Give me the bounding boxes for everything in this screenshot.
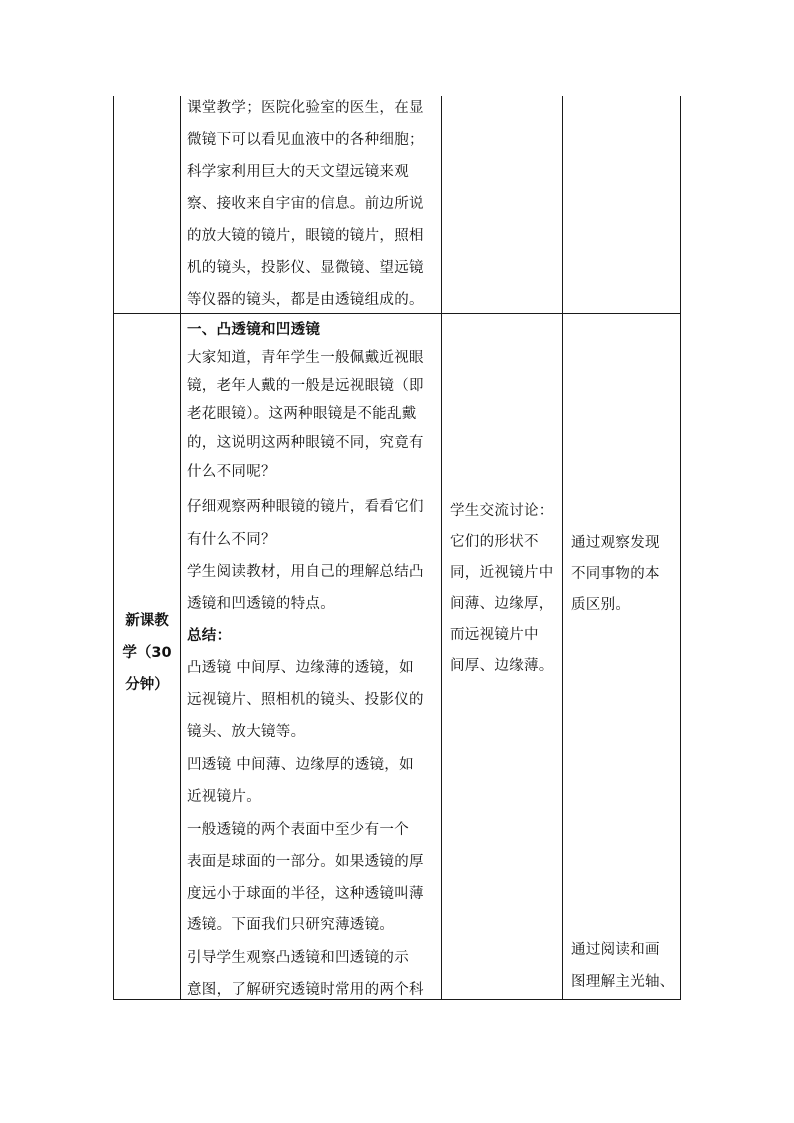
text-line: 学生交流讨论： [450, 503, 554, 519]
text-line: 图理解主光轴、 [571, 974, 675, 990]
text-line: 引导学生观察凸透镜和凹透镜的示 [187, 950, 409, 966]
text-line: 大家知道，青年学生一般佩戴近视眼 [187, 350, 424, 366]
text-line: 学生阅读教材，用自己的理解总结凸 [187, 564, 424, 580]
text-line: 意图，了解研究透镜时常用的两个科 [187, 982, 424, 998]
stage-label-line: 学（30 [122, 645, 172, 661]
text-line: 课堂教学；医院化验室的医生，在显 [187, 100, 424, 116]
text-line: 不同事物的本 [571, 566, 660, 582]
text-line: 一般透镜的两个表面中至少有一个 [187, 822, 409, 838]
table-border-col2 [441, 96, 442, 1000]
design-intent-cell-1 [571, 528, 660, 621]
text-line: 透镜。下面我们只研究薄透镜。 [187, 917, 395, 933]
text-line: 的放大镜的镜片，眼镜的镜片，照相 [187, 228, 424, 244]
stage-label-cell [114, 605, 180, 701]
text-line: 仔细观察两种眼镜的镜片，看看它们 [187, 499, 424, 515]
text-line: 近视镜片。 [187, 789, 261, 805]
text-line: 间薄、边缘厚， [450, 596, 554, 612]
text-line: 老花眼镜）。这两种眼镜是不能乱戴 [187, 406, 417, 422]
stage-label-line: 新课教 [125, 613, 169, 629]
text-line: 它们的形状不 [450, 534, 539, 550]
text-line: 镜头、放大镜等。 [187, 724, 306, 740]
text-line: 微镜下可以看见血液中的各种细胞； [187, 132, 424, 148]
text-line: 度远小于球面的半径，这种透镜叫薄 [187, 886, 424, 902]
text-line: 通过阅读和画 [571, 942, 660, 958]
summary-title: 总结： [187, 628, 232, 644]
text-line: 察、接收来自宇宙的信息。前边所说 [187, 196, 424, 212]
text-line: 透镜和凹透镜的特点。 [187, 596, 335, 612]
text-line: 机的镜头，投影仪、显微镜、望远镜 [187, 260, 424, 276]
row1-content-cell [187, 92, 424, 316]
text-line: 有什么不同？ [187, 532, 276, 548]
text-line: 等仪器的镜头，都是由透镜组成的。 [187, 292, 424, 308]
text-line: 表面是球面的一部分。如果透镜的厚 [187, 854, 424, 870]
text-line: 同，近视镜片中 [450, 565, 554, 581]
table-border-right [680, 96, 681, 1000]
text-line: 而远视镜片中 [450, 627, 539, 643]
text-line: 什么不同呢？ [187, 464, 276, 480]
text-line: 凸透镜 中间厚、边缘薄的透镜，如 [187, 660, 414, 676]
text-line: 通过观察发现 [571, 535, 660, 551]
text-line: 凹透镜 中间薄、边缘厚的透镜，如 [187, 757, 414, 773]
section-title: 一、凸透镜和凹透镜 [187, 322, 321, 338]
table-border-left [113, 96, 114, 1000]
text-line: 质区别。 [571, 597, 631, 613]
text-line: 远视镜片、照相机的镜头、投影仪的 [187, 692, 424, 708]
stage-label-line: 分钟） [125, 677, 169, 693]
text-line: 镜，老年人戴的一般是远视眼镜（即 [187, 378, 424, 394]
row2-content-cell [187, 316, 424, 1005]
text-line: 间厚、边缘薄。 [450, 658, 554, 674]
table-border-col3 [562, 96, 563, 1000]
table-border-col1 [180, 96, 181, 1000]
design-intent-cell-2 [571, 934, 675, 998]
student-activity-cell [450, 496, 554, 682]
text-line: 的，这说明这两种眼镜不同，究竟有 [187, 435, 424, 451]
text-line: 科学家利用巨大的天文望远镜来观 [187, 164, 409, 180]
